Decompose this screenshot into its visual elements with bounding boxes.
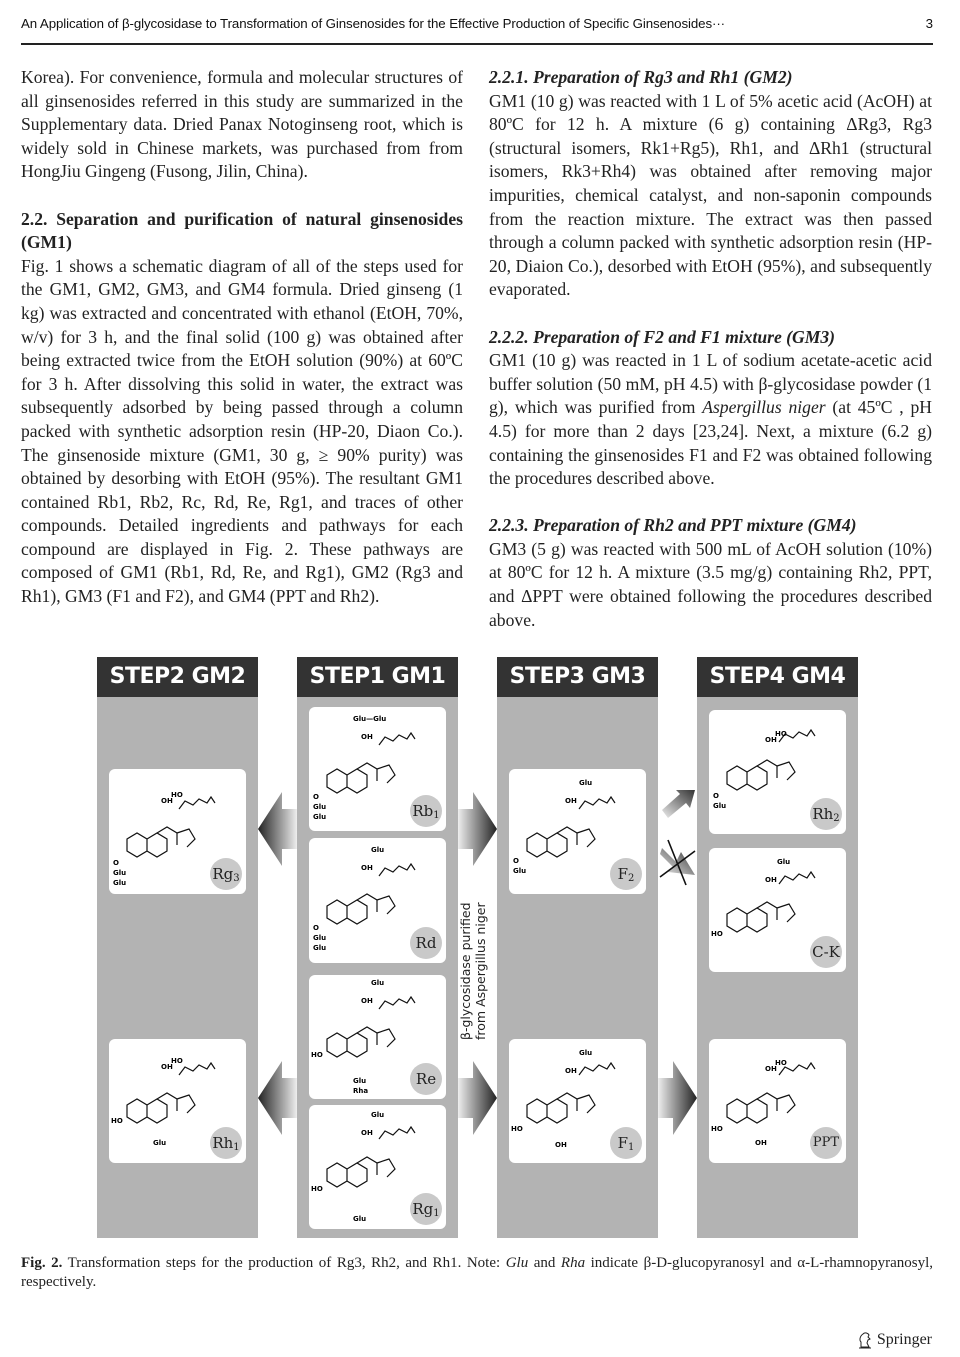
arrow-blocked-icon — [660, 840, 695, 885]
arrow-left-icon — [258, 1061, 297, 1135]
molecule-structure-icon — [709, 710, 846, 834]
svg-text:Glu: Glu — [313, 803, 327, 811]
panel-step1-gm1 — [297, 657, 458, 1238]
arrow-right-icon — [458, 1061, 497, 1135]
svg-text:HO: HO — [775, 1059, 787, 1067]
svg-text:Glu: Glu — [579, 1049, 593, 1057]
molecule-structure-icon — [309, 975, 446, 1099]
compound-card-rb1 — [309, 707, 446, 831]
panel-title: STEP4 GM4 — [697, 657, 858, 697]
compound-card-rg1 — [309, 1105, 446, 1229]
svg-text:O: O — [313, 924, 319, 932]
compound-badge: Rd — [410, 927, 442, 959]
svg-text:HO: HO — [171, 791, 183, 799]
svg-text:HO: HO — [775, 730, 787, 738]
svg-text:HO: HO — [171, 1057, 183, 1065]
svg-text:Glu: Glu — [113, 879, 127, 887]
compound-card-ck — [709, 848, 846, 972]
compound-card-rd — [309, 838, 446, 963]
svg-text:HO: HO — [511, 1125, 523, 1133]
compound-badge: Re — [410, 1063, 442, 1095]
molecule-structure-icon — [109, 1039, 246, 1163]
right-column — [489, 66, 932, 632]
figure-caption: Fig. 2. Transformation steps for the production of Rg3, Rh2, and Rh1. Note: Glu and Rha indicate β-D-glucopyranosyl and α-L-rhamnopyranosyl, respectively. — [21, 1255, 933, 1290]
compound-card-f2 — [509, 769, 646, 894]
svg-text:OH: OH — [765, 1065, 777, 1073]
panel-step2-gm2 — [97, 657, 258, 1238]
compound-card-rh2 — [709, 710, 846, 834]
compound-badge: $Rg_3$ — [210, 858, 242, 890]
header-rule — [21, 43, 933, 45]
svg-text:Glu: Glu — [153, 1139, 167, 1147]
arrow-up-right-icon — [662, 790, 695, 818]
svg-text:O: O — [113, 859, 119, 867]
molecule-structure-icon — [309, 707, 446, 831]
left-column — [21, 66, 463, 609]
panel-title: STEP3 GM3 — [497, 657, 658, 697]
paragraph: GM1 (10 g) was reacted in 1 L of sodium acetate-acetic acid buffer solution (50 mM, pH 4.5) with β-glycosidase powder (1 g), which was purified from Aspergillus niger (at 45ºC , pH 4.5) for more than 2 days [23,24]. Next, a mixture (6.2 g) containing the ginsenosides F1 and F2 was obtained following the procedures described above. — [489, 350, 932, 489]
svg-text:HO: HO — [111, 1117, 123, 1125]
compound-badge: $F_1$ — [610, 1127, 642, 1159]
compound-card-rh1 — [109, 1039, 246, 1163]
panel-step4-gm4 — [697, 657, 858, 1238]
molecule-structure-icon — [709, 848, 846, 972]
publisher-name: Springer — [876, 1331, 932, 1348]
svg-text:OH: OH — [765, 736, 777, 744]
svg-text:Glu: Glu — [513, 867, 527, 875]
svg-text:Glu: Glu — [353, 1215, 367, 1223]
svg-text:O: O — [313, 793, 319, 801]
compound-card-re — [309, 975, 446, 1099]
page-number: 3 — [925, 16, 933, 31]
species-name: Aspergillus niger — [702, 397, 826, 418]
svg-text:Glu: Glu — [313, 944, 327, 952]
svg-text:HO: HO — [311, 1051, 323, 1059]
springer-horse-icon — [857, 1331, 873, 1349]
svg-text:OH: OH — [565, 797, 577, 805]
svg-text:Glu: Glu — [713, 802, 727, 810]
svg-text:Glu: Glu — [353, 1077, 367, 1085]
svg-text:OH: OH — [361, 864, 373, 872]
paragraph: GM3 (5 g) was reacted with 500 mL of AcOH solution (10%) at 80ºC for 12 h. A mixture (3.5 mg/g) containing Rh2, PPT, and ΔPPT were obtained following the procedures described above. — [489, 538, 932, 630]
compound-card-rg3 — [109, 769, 246, 894]
compound-badge: $F_2$ — [610, 858, 642, 890]
panel-title: STEP1 GM1 — [297, 657, 458, 697]
arrow-right-icon — [658, 1061, 697, 1135]
svg-text:Glu: Glu — [371, 979, 385, 987]
section-heading: 2.2. Separation and purification of natural ginsenosides (GM1) — [21, 208, 463, 253]
compound-badge: $Rb_1$ — [410, 795, 442, 827]
svg-text:Glu: Glu — [371, 1111, 385, 1119]
molecule-structure-icon — [309, 838, 446, 963]
molecule-structure-icon — [509, 769, 646, 894]
molecule-structure-icon — [109, 769, 246, 894]
subsection-heading: 2.2.3. Preparation of Rh2 and PPT mixture (GM4) — [489, 515, 857, 536]
svg-text:O: O — [513, 857, 519, 865]
compound-badge: PPT — [810, 1127, 842, 1159]
svg-text:OH: OH — [161, 1063, 173, 1071]
compound-card-ppt — [709, 1039, 846, 1163]
panel-step3-gm3 — [497, 657, 658, 1238]
paragraph: Korea). For convenience, formula and molecular structures of all ginsenosides referred in this study are summarized in the Supplementary data. Dried Panax Notoginseng root, which is widely sold in Chinese markets, was purchased from from HongJiu Gingeng (Fusong, Jilin, China). — [21, 67, 463, 182]
svg-text:Glu: Glu — [313, 813, 327, 821]
svg-text:OH: OH — [555, 1141, 567, 1149]
subsection-heading: 2.2.1. Preparation of Rg3 and Rh1 (GM2) — [489, 67, 793, 87]
enzyme-label: β-glycosidase purified from Aspergillus niger — [458, 902, 488, 1040]
molecule-structure-icon — [709, 1039, 846, 1163]
svg-text:HO: HO — [311, 1185, 323, 1193]
svg-text:Glu: Glu — [371, 846, 385, 854]
arrow-left-icon — [258, 792, 297, 866]
running-title: An Application of β-glycosidase to Transformation of Ginsenosides for the Effective Production of Specific Ginsenosides··· — [21, 16, 725, 31]
compound-badge: C-K — [810, 936, 842, 968]
svg-text:Rha: Rha — [353, 1087, 369, 1095]
compound-card-f1 — [509, 1039, 646, 1163]
svg-text:OH: OH — [361, 1129, 373, 1137]
svg-text:Glu: Glu — [113, 869, 127, 877]
caption-label: Fig. 2. — [21, 1255, 63, 1271]
compound-badge: $Rg_1$ — [410, 1193, 442, 1225]
svg-text:OH: OH — [565, 1067, 577, 1075]
svg-text:Glu: Glu — [777, 858, 791, 866]
panel-title: STEP2 GM2 — [97, 657, 258, 697]
svg-text:Glu—Glu: Glu—Glu — [353, 715, 387, 723]
svg-text:Glu: Glu — [313, 934, 327, 942]
svg-text:OH: OH — [755, 1139, 767, 1147]
compound-badge: $Rh_1$ — [210, 1127, 242, 1159]
paragraph: Fig. 1 shows a schematic diagram of all of the steps used for the GM1, GM2, GM3, and GM4 formula. Dried ginseng (1 kg) was extracted and concentrated with ethanol (EtOH, 70%, w/v) for 3 h, and the final solid (100 g) was obtained after being extracted twice from the EtOH solution (90%) at 60ºC for 3 h. After dissolving this solid in water, the extract was subsequently adsorbed by being passed through a column packed with synthetic adsorption resin (HP-20, Diaon Co.). The ginsenoside mixture (GM1, 30 g, ≥ 90% purity) was obtained by desorbing with EtOH (95%). The resultant GM1 contained Rb1, Rb2, Rc, Rd, Re, Rg1, and traces of other compounds. Detailed ingredients and pathways for each compound are displayed in Fig. 2. These pathways are composed of GM1 (Rb1, Rd, Re, and Rg1), GM2 (Rg3 and Rh1), GM3 (F1 and F2), and GM4 (PPT and Rh2). — [21, 255, 463, 607]
arrow-right-icon — [458, 792, 497, 866]
svg-text:Glu: Glu — [579, 779, 593, 787]
publisher-logo — [857, 1331, 932, 1349]
molecule-structure-icon — [309, 1105, 446, 1229]
svg-text:HO: HO — [711, 1125, 723, 1133]
paragraph: GM1 (10 g) was reacted with 1 L of 5% acetic acid (AcOH) at 80ºC for 12 h. A mixture (6 g) containing ΔRg3, Rg3 (structural isomers, Rk1+Rg5), Rh1, and ΔRh1 (structural isomers, Rk3+Rh4) was obtained after removing major impurities, chemical catalyst, and non-saponin compounds from the reaction mixture. The extract was then passed through a column packed with synthetic adsorption resin (HP-20, Diaion Co.), desorbed with EtOH (95%), and subsequently evaporated. — [489, 90, 932, 300]
svg-text:OH: OH — [765, 876, 777, 884]
svg-text:OH: OH — [161, 797, 173, 805]
svg-text:O: O — [713, 792, 719, 800]
compound-badge: $Rh_2$ — [810, 798, 842, 830]
molecule-structure-icon — [509, 1039, 646, 1163]
svg-text:OH: OH — [361, 997, 373, 1005]
subsection-heading: 2.2.2. Preparation of F2 and F1 mixture (GM3) — [489, 326, 836, 347]
svg-text:OH: OH — [361, 733, 373, 741]
svg-text:HO: HO — [711, 930, 723, 938]
